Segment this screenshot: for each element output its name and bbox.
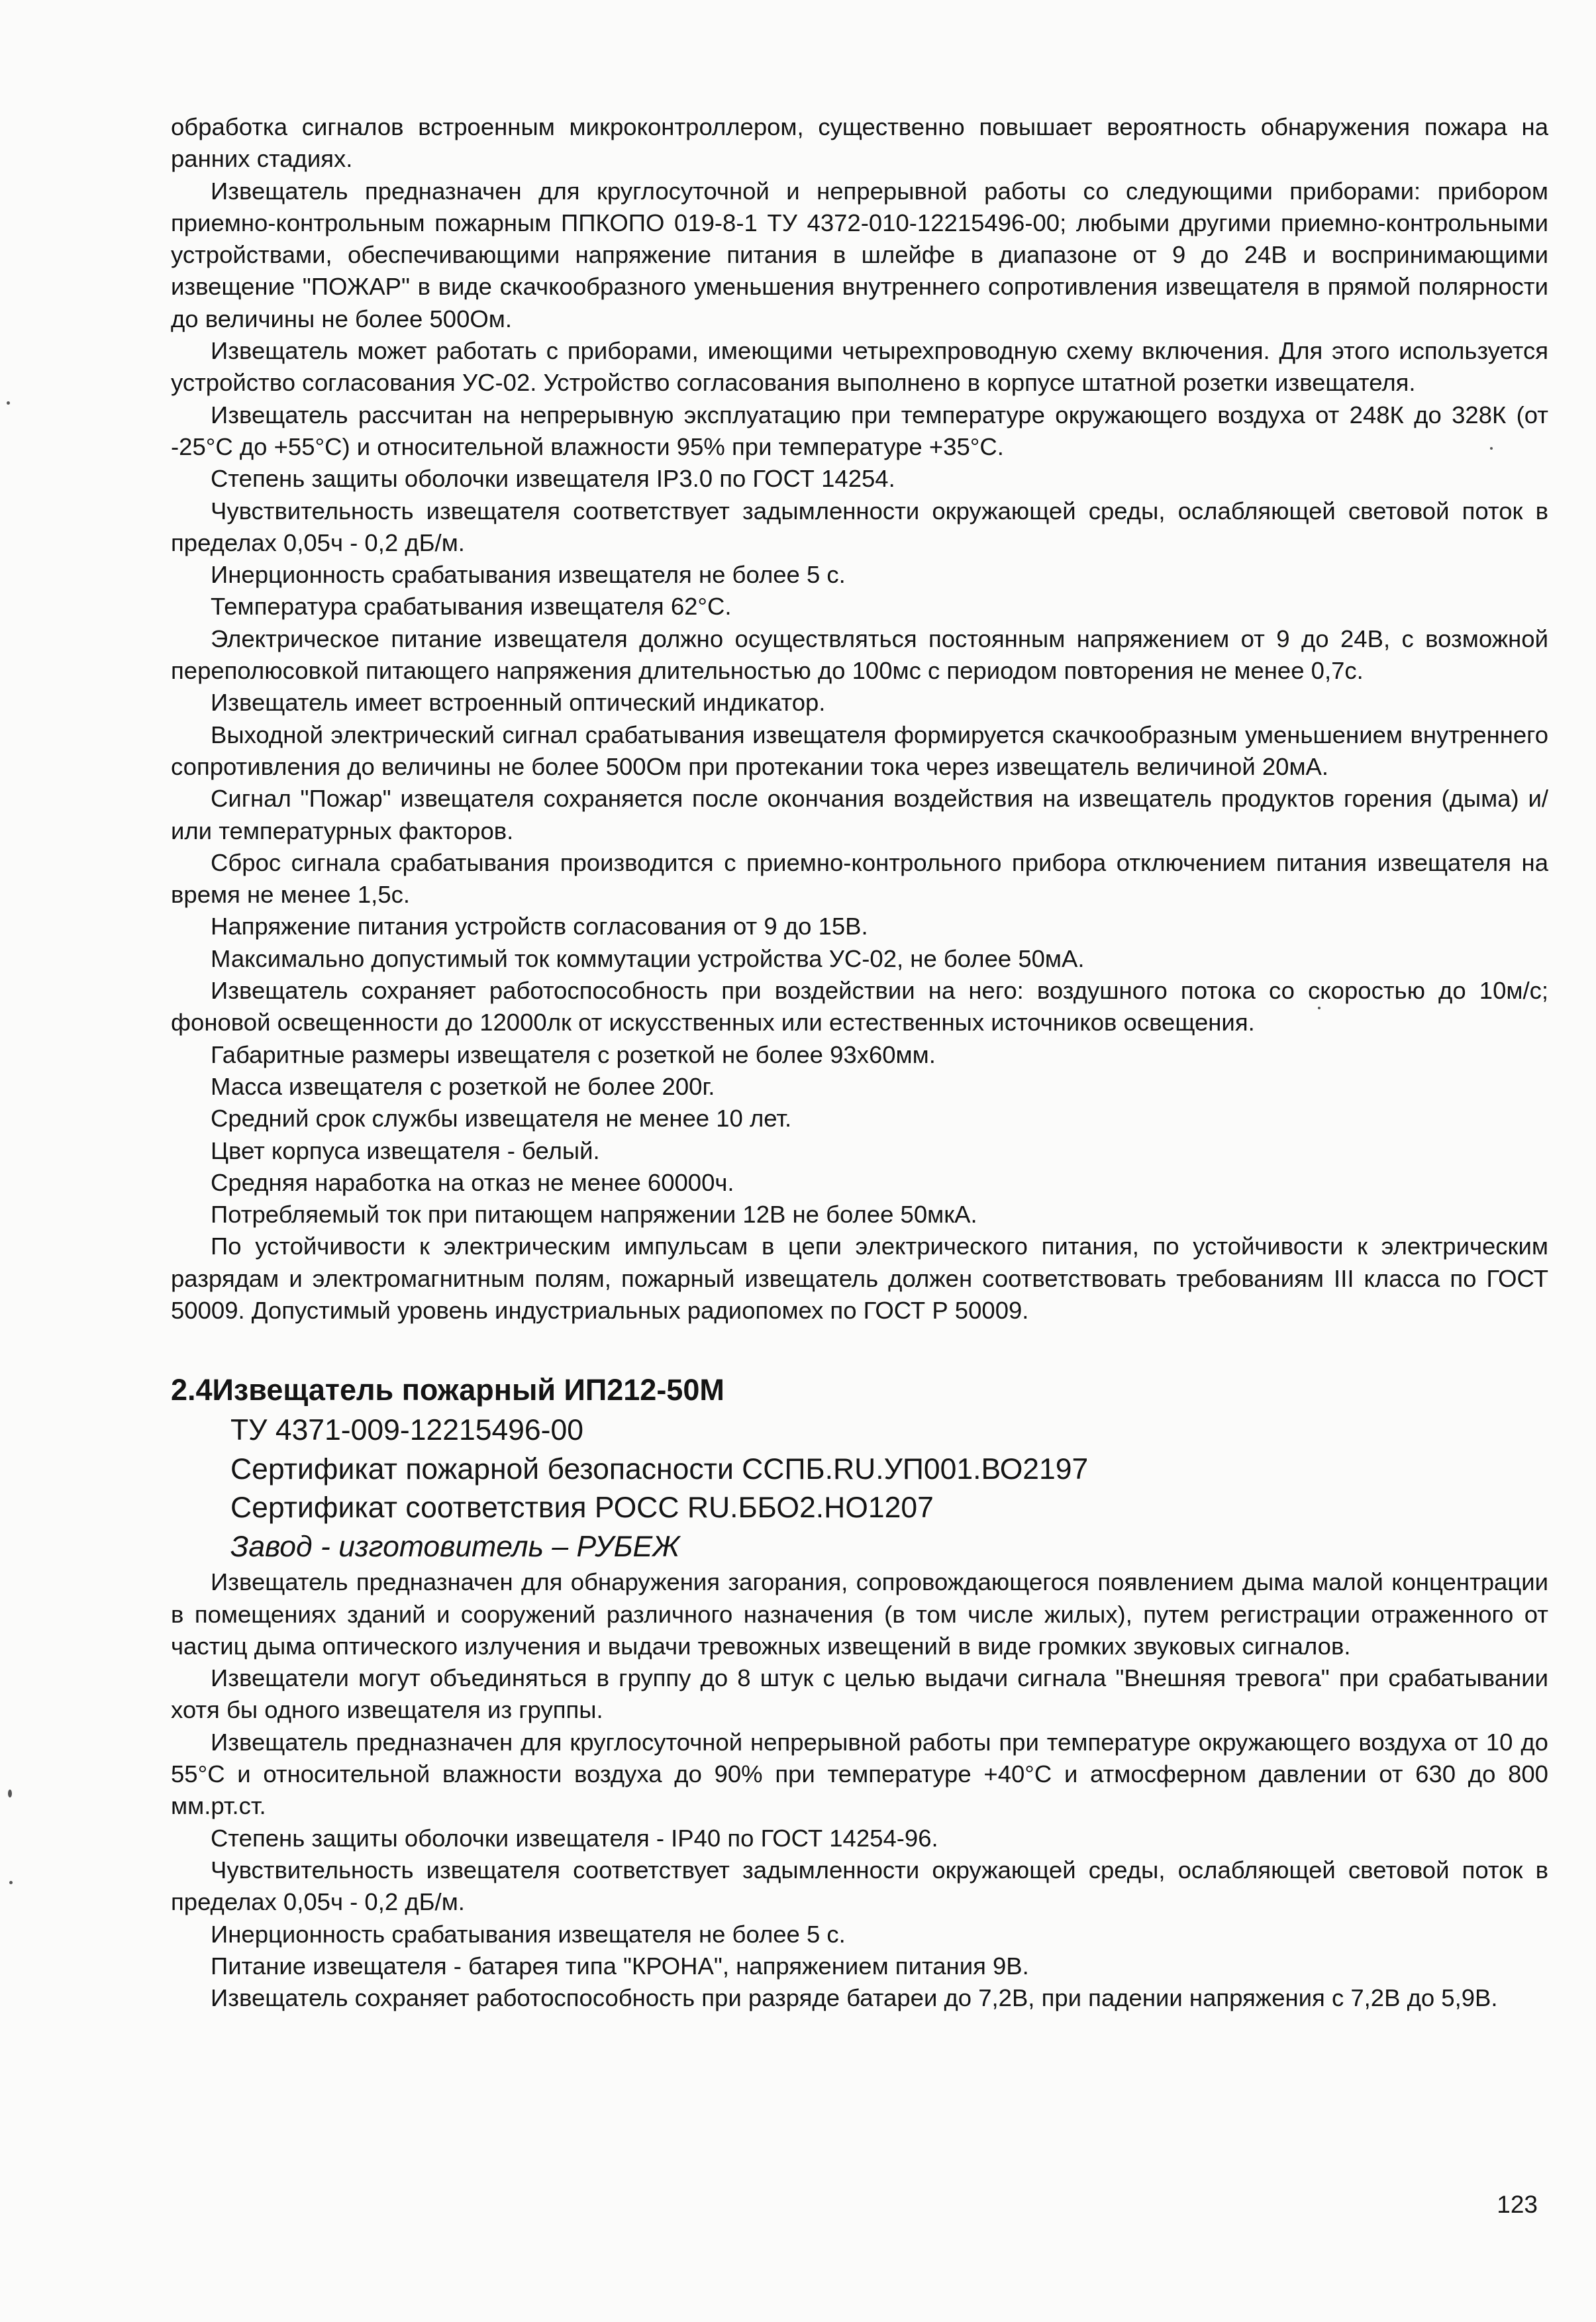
paragraph: Масса извещателя с розеткой не более 200г.: [211, 1072, 715, 1100]
paragraph: Извещатель сохраняет работоспособность при разряде батареи до 7,2В, при падении напряжения с 7,2В до 5,9В.: [211, 1984, 1498, 2012]
manufacturer-line: Завод - изготовитель – РУБЕЖ: [230, 1530, 680, 1563]
paragraph: Средний срок службы извещателя не менее 10 лет.: [211, 1105, 792, 1133]
paragraph: Инерционность срабатывания извещателя не более 5 с.: [211, 561, 846, 589]
paragraph: Чувствительность извещателя соответствует задымленности окружающей среды, ослабляющей световой поток в пределах 0,05ч - 0,2 дБ/м.: [171, 497, 1556, 556]
scan-speck: [9, 1881, 13, 1884]
paragraph: Извещатели могут объединяться в группу до 8 штук с целью выдачи сигнала "Внешняя тревога" при срабатывании хотя бы одного извещателя из группы.: [171, 1664, 1556, 1724]
paragraph: Инерционность срабатывания извещателя не более 5 с.: [211, 1920, 846, 1948]
paragraph: Извещатель сохраняет работоспособность при воздействии на него: воздушного потока со скоростью до 10м/с; фоновой освещенности до 12000лк от искусственных или естественных источников освещения.: [171, 977, 1556, 1036]
scan-speck: [7, 401, 10, 405]
paragraph: Сброс сигнала срабатывания производится с приемно-контрольного прибора отключением питания извещателя на время не менее 1,5с.: [171, 848, 1556, 909]
paragraph: Средняя наработка на отказ не менее 60000ч.: [211, 1168, 734, 1196]
scan-speck: [8, 1790, 12, 1797]
paragraph: Извещатель предназначен для круглосуточной непрерывной работы при температуре окружающего воздуха от 10 до 55°С и относительной влажности воздуха до 90% при температуре +40°С и атмосферном давлении от 630 до 800 мм.рт.ст.: [171, 1728, 1556, 1820]
paragraph: Сигнал "Пожар" извещателя сохраняется после окончания воздействия на извещатель продуктов горения (дыма) и/или температурных факторов.: [171, 785, 1548, 844]
paragraph: обработка сигналов встроенным микроконтроллером, существенно повышает вероятность обнаружения пожара на ранних стадиях.: [171, 113, 1556, 173]
paragraph: Извещатель может работать с приборами, имеющими четырехпроводную схему включения. Для этого используется устройство согласования УС-02. Устройство согласования выполнено в корпусе штатной розетки извещателя.: [171, 337, 1556, 397]
scan-speck: [1318, 1007, 1321, 1009]
paragraph: Цвет корпуса извещателя - белый.: [211, 1136, 600, 1164]
paragraph: По устойчивости к электрическим импульсам в цепи электрического питания, по устойчивости к электрическим разрядам и электромагнитным полям, пожарный извещатель должен соответствовать требованиям III класса по ГОСТ 50009. Допустимый уровень индустриальных радиопомех по ГОСТ Р 50009.: [171, 1233, 1556, 1324]
page-number: 123: [1497, 2191, 1538, 2218]
section-heading: 2.4Извещатель пожарный ИП212-50М: [171, 1373, 724, 1407]
paragraph: Электрическое питание извещателя должно осуществляться постоянным напряжением от 9 до 24В, с возможной переполюсовкой питающего напряжения длительностью до 100мс с периодом повторения не менее 0,7с.: [171, 625, 1556, 685]
fire-safety-certificate: Сертификат пожарной безопасности ССПБ.RU.УП001.ВО2197: [230, 1452, 1089, 1486]
conformity-certificate: Сертификат соответствия РОСС RU.ББО2.НО1207: [230, 1491, 934, 1525]
paragraph: Габаритные размеры извещателя с розеткой не более 93х60мм.: [211, 1040, 936, 1068]
paragraph: Извещатель имеет встроенный оптический индикатор.: [211, 689, 826, 717]
paragraph: Извещатель рассчитан на непрерывную эксплуатацию при температуре окружающего воздуха от 248К до 328К (от -25°С до +55°С) и относительной влажности 95% при температуре +35°С.: [171, 401, 1556, 460]
paragraph: Извещатель предназначен для круглосуточной и непрерывной работы со следующими приборами: прибором приемно-контрольным пожарным ППКОПО 019-8-1 ТУ 4372-010-12215496-00; любыми другими приемно-контрольными устройствами, обеспечивающими напряжение питания в шлейфе в диапазоне от 9 до 24В и воспринимающими извещение "ПОЖАР" в виде скачкообразного уменьшения внутреннего сопротивления извещателя в прямой полярности до величины не более 500Ом.: [171, 177, 1556, 332]
paragraph: Потребляемый ток при питающем напряжении 12В не более 50мкА.: [211, 1201, 977, 1229]
paragraph: Температура срабатывания извещателя 62°С.: [211, 593, 732, 621]
paragraph: Чувствительность извещателя соответствует задымленности окружающей среды, ослабляющей световой поток в пределах 0,05ч - 0,2 дБ/м.: [171, 1856, 1556, 1916]
paragraph: Степень защиты оболочки извещателя IP3.0 по ГОСТ 14254.: [211, 465, 895, 493]
paragraph: Выходной электрический сигнал срабатывания извещателя формируется скачкообразным уменьшением внутреннего сопротивления до величины не более 500Ом при протекании тока через извещатель величиной 20мА.: [171, 721, 1556, 780]
page-content: [171, 111, 1556, 2014]
tu-line: ТУ 4371-009-12215496-00: [230, 1414, 584, 1447]
paragraph: Извещатель предназначен для обнаружения загорания, сопровождающегося появлением дыма малой концентрации в помещениях зданий и сооружений различного назначения (в том числе жилых), путем регистрации отраженного от частиц дыма оптического излучения и выдачи тревожных извещений в виде громких звуковых сигналов.: [171, 1568, 1556, 1660]
paragraph: Напряжение питания устройств согласования от 9 до 15В.: [211, 913, 868, 940]
scan-speck: [1490, 447, 1493, 450]
paragraph: Питание извещателя - батарея типа "КРОНА", напряжением питания 9В.: [211, 1952, 1029, 1980]
paragraph: Степень защиты оболочки извещателя - IP40 по ГОСТ 14254-96.: [211, 1824, 938, 1852]
paragraph: Максимально допустимый ток коммутации устройства УС-02, не более 50мА.: [211, 944, 1085, 972]
